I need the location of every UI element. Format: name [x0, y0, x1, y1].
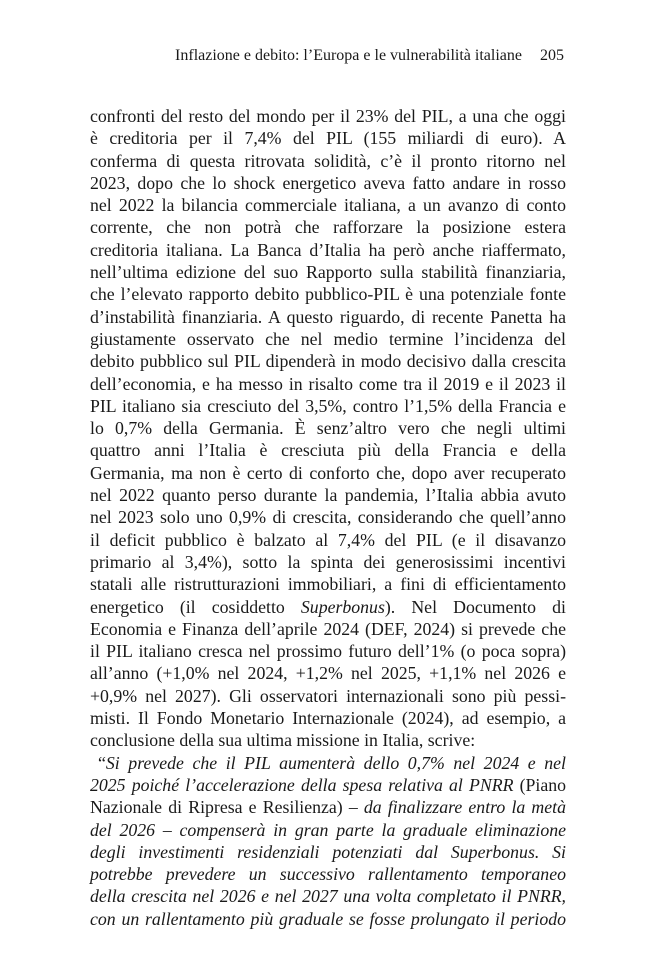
text-line: +0,9% nel 2027). Gli osservatori internazionali sono più pessi-: [90, 685, 566, 706]
text-line: giustamente osservato che nel medio termine l’incidenza del: [90, 328, 566, 349]
text-line: statali alle ristrutturazioni immobiliari, a fini di efficientamento: [90, 574, 566, 595]
text-line: potrebbe prevedere un successivo rallentamento temporaneo: [90, 864, 566, 885]
text-line: degli investimenti residenziali potenziati dal Superbonus. Si: [90, 841, 566, 862]
text-line: d’instabilità finanziaria. A questo riguardo, di recente Panetta ha: [90, 306, 566, 327]
text-line: “Si prevede che il PIL aumenterà dello 0,7% nel 2024 e nel: [98, 752, 566, 773]
text-line: nel 2022 quanto perso durante la pandemia, l’Italia abbia avuto: [90, 485, 566, 506]
text-line: lo 0,7% della Germania. È senz’altro vero che negli ultimi: [90, 418, 566, 439]
text-line: è creditoria per il 7,4% del PIL (155 miliardi di euro). A: [90, 128, 566, 149]
text-line: conclusione della sua ultima missione in Italia, scrive:: [90, 730, 476, 751]
text-line: nel 2022 la bilancia commerciale italiana, a un avanzo di conto: [90, 195, 566, 216]
text-line: debito pubblico sul PIL dipenderà in modo decisivo dalla crescita: [90, 351, 566, 372]
text-line: dell’economia, e ha messo in risalto come tra il 2019 e il 2023 il: [90, 373, 566, 394]
page-number: 205: [540, 47, 564, 64]
text-line: misti. Il Fondo Monetario Internazionale (2024), ad esempio, a: [90, 708, 566, 729]
text-line: energetico (il cosiddetto Superbonus). Nel Documento di: [90, 596, 566, 617]
text-line: 2025 poiché l’accelerazione della spesa relativa al PNRR (Piano: [90, 774, 567, 795]
text-line: nell’ultima edizione del suo Rapporto sulla stabilità finanziaria,: [90, 262, 566, 283]
text-line: primario al 3,4%), sotto la spinta dei generosissimi incentivi: [90, 551, 566, 572]
text-line: 2023, dopo che lo shock energetico aveva fatto andare in rosso: [90, 172, 566, 193]
text-line: creditoria italiana. La Banca d’Italia ha però anche riaffermato,: [90, 239, 566, 260]
text-line: il deficit pubblico è balzato al 7,4% del PIL (e il disavanzo: [90, 529, 566, 550]
text-line: corrente, che non potrà che rafforzare la posizione estera: [90, 217, 566, 238]
running-title: Inflazione e debito: l’Europa e le vulnerabilità italiane: [175, 47, 522, 64]
running-header: [90, 46, 564, 66]
text-line: Germania, ma non è certo di conforto che, dopo aver recuperato: [90, 462, 566, 483]
text-line: PIL italiano sia cresciuto del 3,5%, contro l’1,5% della Francia e: [90, 395, 566, 416]
text-line: confronti del resto del mondo per il 23% del PIL, a una che oggi: [90, 106, 566, 126]
text-line: del 2026 – compenserà in gran parte la graduale eliminazione: [90, 819, 566, 840]
text-line: all’anno (+1,0% nel 2024, +1,2% nel 2025, +1,1% nel 2026 e: [90, 663, 566, 684]
text-line: Economia e Finanza dell’aprile 2024 (DEF, 2024) si prevede che: [90, 618, 566, 639]
text-line: che l’elevato rapporto debito pubblico-PIL è una potenziale fonte: [90, 284, 566, 305]
body-text: [90, 105, 566, 930]
text-line: quattro anni l’Italia è cresciuta più della Francia e della: [90, 440, 566, 461]
text-line: Nazionale di Ripresa e Resilienza) – da finalizzare entro la metà: [90, 797, 566, 818]
text-line: con un rallentamento più graduale se fosse prolungato il periodo: [90, 908, 566, 929]
text-line: conferma di questa ritrovata solidità, c’è il pronto ritorno nel: [90, 150, 566, 171]
text-line: nel 2023 solo uno 0,9% di crescita, considerando che quell’anno: [90, 507, 566, 528]
text-line: della crescita nel 2026 e nel 2027 una volta completato il PNRR,: [90, 886, 566, 907]
text-line: il PIL italiano cresca nel prossimo futuro dell’1% (o poca sopra): [90, 641, 566, 662]
